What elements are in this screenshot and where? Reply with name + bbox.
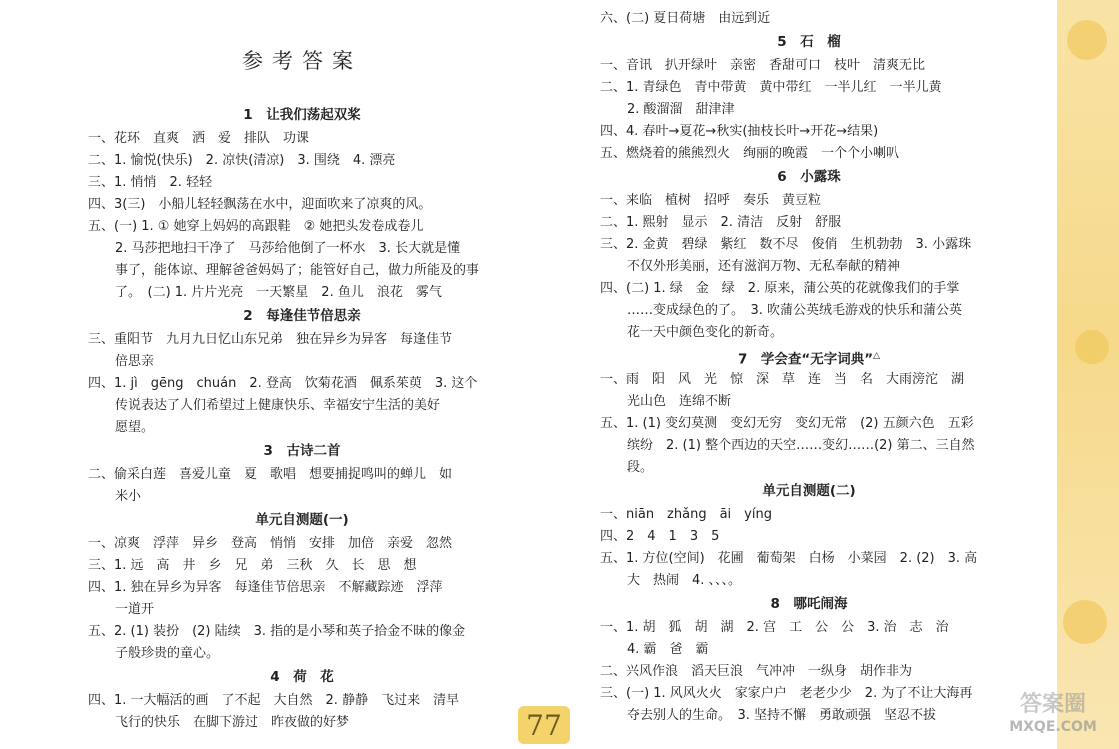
- section-heading: [600, 346, 1018, 366]
- answer-line: 愿望。: [115, 420, 155, 435]
- section-heading: [88, 510, 516, 530]
- answer-line: 二、1. 青绿色 青中带黄 黄中带红 一半儿红 一半儿黄: [600, 80, 942, 95]
- answer-line: 五、燃烧着的熊熊烈火 绚丽的晚霞 一个个小喇叭: [600, 146, 900, 161]
- answer-line: 飞行的快乐 在脚下游过 昨夜做的好梦: [115, 715, 350, 730]
- answer-line: 三、1. 远 高 井 乡 兄 弟 三秋 久 长 思 想: [88, 558, 417, 573]
- section-heading: [88, 306, 516, 326]
- answer-line: 米小: [115, 489, 142, 504]
- answer-line: ……变成绿色的了。 3. 吹蒲公英绒毛游戏的快乐和蒲公英: [627, 303, 963, 318]
- answer-line: 一、音讯 扒开绿叶 亲密 香甜可口 枝叶 清爽无比: [600, 58, 926, 73]
- answer-line: 四、4. 春叶→夏花→秋实(抽枝长叶→开花→结果): [600, 124, 879, 139]
- answer-line: 一、凉爽 浮萍 异乡 登高 悄悄 安排 加倍 亲爱 忽然: [88, 536, 453, 551]
- answer-line: 二、兴风作浪 滔天巨浪 气冲冲 一纵身 胡作非为: [600, 664, 913, 679]
- watermark-bottom: MXQE.COM: [1009, 719, 1097, 735]
- section-heading-text: 8 哪吒闹海: [770, 596, 848, 612]
- answer-line: 4. 霸 爸 霸: [627, 642, 709, 657]
- section-heading-text: 1 让我们荡起双桨: [243, 107, 361, 123]
- answer-line: 四、1. 独在异乡为异客 每逢佳节倍思亲 不解藏踪迹 浮萍: [88, 580, 443, 595]
- section-heading-text: 4 荷 花: [270, 669, 334, 685]
- section-heading-text: 6 小露珠: [777, 169, 841, 185]
- triangle-mark-icon: △: [873, 351, 881, 361]
- decorative-side-strip: [1057, 0, 1119, 749]
- answer-line: 了。 (二) 1. 片片光亮 一天繁星 2. 鱼儿 浪花 雾气: [115, 285, 442, 300]
- answer-line: 夺去别人的生命。 3. 坚持不懈 勇敢顽强 坚忍不拔: [627, 708, 937, 723]
- answer-line: 2. 马莎把地扫干净了 马莎给他倒了一杯水 3. 长大就是懂: [115, 241, 461, 256]
- answer-line: 光山色 连绵不断: [627, 394, 732, 409]
- answer-line: 二、偷采白莲 喜爱儿童 夏 歌唱 想要捕捉鸣叫的蝉儿 如: [88, 467, 453, 482]
- section-heading-text: 单元自测题(二): [762, 483, 856, 499]
- answer-line: 大 热闹 4. 、、、。: [627, 573, 742, 588]
- page-number: 77: [518, 706, 570, 744]
- section-heading: [88, 441, 516, 461]
- section-heading: [600, 32, 1018, 52]
- answer-line: 2. 酸溜溜 甜津津: [627, 102, 735, 117]
- answer-line: 五、2. (1) 装扮 (2) 陆续 3. 指的是小琴和英子拾金不昧的像金: [88, 624, 466, 639]
- section-heading: [600, 167, 1018, 187]
- section-heading-text: 单元自测题(一): [255, 512, 349, 528]
- left-column: [88, 0, 516, 734]
- answer-line: 倍思亲: [115, 354, 155, 369]
- answer-line: 缤纷 2. (1) 整个西边的天空……变幻……(2) 第二、三自然: [627, 438, 975, 453]
- answer-line: 四、1. jì gēng chuán 2. 登高 饮菊花酒 佩系茱萸 3. 这个: [88, 376, 478, 391]
- answer-line: 四、1. 一大幅活的画 了不起 大自然 2. 静静 飞过来 清早: [88, 693, 460, 708]
- answer-line: 五、1. 方位(空间) 花圃 葡萄架 白杨 小菜园 2. (2) 3. 高: [600, 551, 978, 566]
- page-title: 参考答案: [242, 49, 362, 73]
- answer-line: 一道开: [115, 602, 155, 617]
- watermark-logo: [993, 692, 1113, 744]
- answer-line: 一、花环 直爽 洒 爱 排队 功课: [88, 131, 310, 146]
- answer-line: 二、1. 熙射 显示 2. 清洁 反射 舒服: [600, 215, 842, 230]
- section-heading: [600, 481, 1018, 501]
- section-heading: [88, 105, 516, 125]
- answer-line: 三、重阳节 九月九日忆山东兄弟 独在异乡为异客 每逢佳节: [88, 332, 453, 347]
- answer-line: 不仅外形美丽，还有滋润万物、无私奉献的精神: [627, 259, 901, 274]
- section-heading-text: 2 每逢佳节倍思亲: [243, 308, 361, 324]
- answer-line: 二、1. 愉悦(快乐) 2. 凉快(清凉) 3. 围绕 4. 漂亮: [88, 153, 396, 168]
- answer-line: 三、2. 金黄 碧绿 紫红 数不尽 俊俏 生机勃勃 3. 小露珠: [600, 237, 972, 252]
- section-heading-text: 5 石 榴: [777, 34, 841, 50]
- intro-line: 六、(二) 夏日荷塘 由远到近: [600, 11, 771, 26]
- answer-line: 四、2 4 1 3 5: [600, 529, 720, 544]
- answer-line: 五、(一) 1. ① 她穿上妈妈的高跟鞋 ② 她把头发卷成卷儿: [88, 219, 424, 234]
- answer-line: 一、niān zhǎng āi yíng: [600, 507, 772, 522]
- answer-line: 一、1. 胡 狐 胡 湖 2. 宫 工 公 公 3. 治 志 治: [600, 620, 949, 635]
- watermark-top: 答案圈: [1019, 692, 1086, 717]
- answer-line: 四、(二) 1. 绿 金 绿 2. 原来，蒲公英的花就像我们的手掌: [600, 281, 960, 296]
- answer-line: 四、3(三) 小船儿轻轻飘荡在水中，迎面吹来了凉爽的风。: [88, 197, 432, 212]
- section-heading-text: 7 学会查“无字词典”: [737, 351, 874, 368]
- section-heading: [88, 667, 516, 687]
- answer-line: 五、1. (1) 变幻莫测 变幻无穷 变幻无常 (2) 五颜六色 五彩: [600, 416, 974, 431]
- answer-line: 花一天中颜色变化的新奇。: [627, 325, 784, 340]
- right-column: [600, 0, 1018, 727]
- section-heading: [600, 594, 1018, 614]
- answer-line: 三、1. 悄悄 2. 轻轻: [88, 175, 213, 190]
- answer-line: 事了，能体谅、理解爸爸妈妈了；能管好自己，做力所能及的事: [115, 263, 480, 278]
- answer-line: 一、雨 阳 风 光 惊 深 草 连 当 名 大雨滂沱 湖: [600, 372, 965, 387]
- section-heading-text: 3 古诗二首: [263, 443, 341, 459]
- answer-line: 子般珍贵的童心。: [115, 646, 220, 661]
- answer-line: 传说表达了人们希望过上健康快乐、幸福安宁生活的美好: [115, 398, 441, 413]
- answer-line: 段。: [627, 460, 654, 475]
- answer-line: 一、来临 植树 招呼 奏乐 黄豆粒: [600, 193, 822, 208]
- answer-line: 三、(一) 1. 风风火火 家家户户 老老少少 2. 为了不让大海再: [600, 686, 973, 701]
